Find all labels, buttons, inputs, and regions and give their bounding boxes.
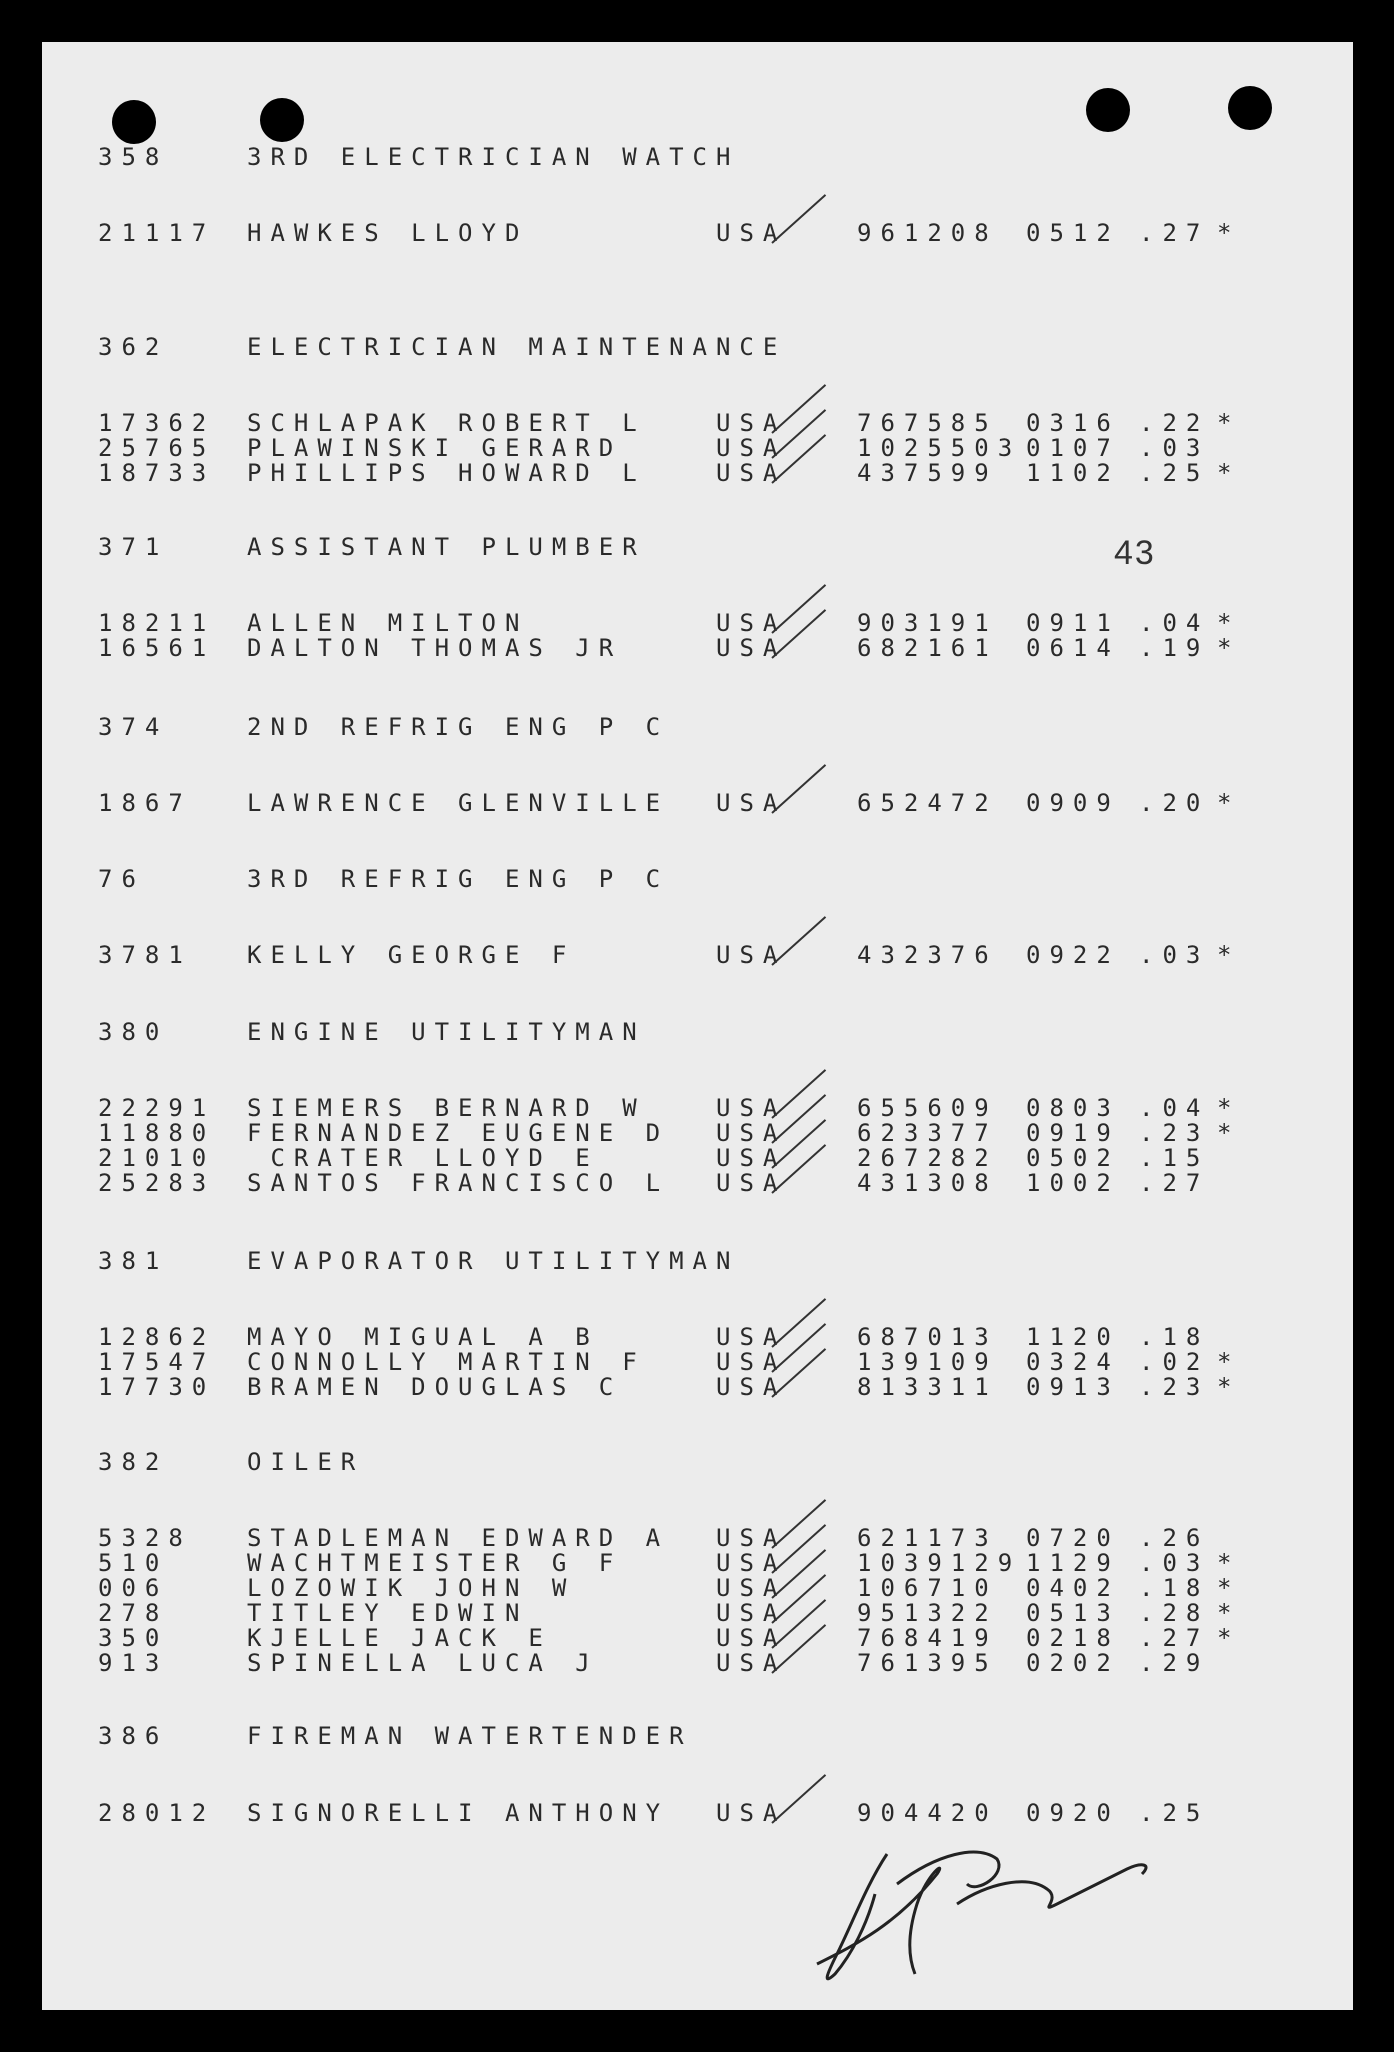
- seaman-name: FERNANDEZ EUGENE D: [247, 1119, 670, 1147]
- citizenship: USA: [716, 1799, 787, 1827]
- citizenship: USA: [716, 1649, 787, 1677]
- seaman-name: SIEMERS BERNARD W: [247, 1094, 646, 1122]
- document-number: 655609: [857, 1094, 998, 1122]
- date-code: 1002: [1026, 1169, 1120, 1197]
- seaman-name: PLAWINSKI GERARD: [247, 434, 623, 462]
- rate-value: .25: [1139, 1799, 1210, 1827]
- seaman-number: 278: [98, 1599, 169, 1627]
- group-title: ENGINE UTILITYMAN: [247, 1018, 646, 1046]
- date-code: 0402: [1026, 1574, 1120, 1602]
- date-code: 0913: [1026, 1373, 1120, 1401]
- asterisk-mark: *: [1217, 1549, 1241, 1577]
- seaman-name: HAWKES LLOYD: [247, 219, 529, 247]
- asterisk-mark: *: [1217, 1574, 1241, 1602]
- group-title: 3RD REFRIG ENG P C: [247, 865, 670, 893]
- seaman-name: KJELLE JACK E: [247, 1624, 552, 1652]
- asterisk-mark: *: [1217, 1119, 1241, 1147]
- seaman-number: 11880: [98, 1119, 216, 1147]
- group-title: FIREMAN WATERTENDER: [247, 1722, 693, 1750]
- document-number: 1025503: [857, 434, 1022, 462]
- group-title: 2ND REFRIG ENG P C: [247, 713, 670, 741]
- seaman-number: 21117: [98, 219, 216, 247]
- rate-value: .03: [1139, 1549, 1210, 1577]
- seaman-name: WACHTMEISTER G F: [247, 1549, 623, 1577]
- seaman-number: 1867: [98, 789, 192, 817]
- seaman-name: SANTOS FRANCISCO L: [247, 1169, 670, 1197]
- seaman-number: 5328: [98, 1524, 192, 1552]
- date-code: 0909: [1026, 789, 1120, 817]
- seaman-number: 21010: [98, 1144, 216, 1172]
- seaman-name: CONNOLLY MARTIN F: [247, 1348, 646, 1376]
- group-code: 382: [98, 1448, 169, 1476]
- rate-value: .20: [1139, 789, 1210, 817]
- asterisk-mark: *: [1217, 219, 1241, 247]
- binder-hole: [260, 98, 304, 142]
- seaman-name: LOZOWIK JOHN W: [247, 1574, 576, 1602]
- seaman-number: 18733: [98, 459, 216, 487]
- seaman-number: 17362: [98, 409, 216, 437]
- citizenship: USA: [716, 609, 787, 637]
- rate-value: .03: [1139, 941, 1210, 969]
- rate-value: .25: [1139, 459, 1210, 487]
- asterisk-mark: *: [1217, 1348, 1241, 1376]
- citizenship: USA: [716, 409, 787, 437]
- citizenship: USA: [716, 1169, 787, 1197]
- seaman-number: 17547: [98, 1348, 216, 1376]
- seaman-name: DALTON THOMAS JR: [247, 634, 623, 662]
- date-code: 0513: [1026, 1599, 1120, 1627]
- asterisk-mark: *: [1217, 1094, 1241, 1122]
- document-number: 267282: [857, 1144, 998, 1172]
- date-code: 0803: [1026, 1094, 1120, 1122]
- rate-value: .29: [1139, 1649, 1210, 1677]
- seaman-name: CRATER LLOYD E: [247, 1144, 599, 1172]
- group-code: 386: [98, 1722, 169, 1750]
- citizenship: USA: [716, 941, 787, 969]
- asterisk-mark: *: [1217, 1624, 1241, 1652]
- seaman-name: MAYO MIGUAL A B: [247, 1323, 599, 1351]
- rate-value: .28: [1139, 1599, 1210, 1627]
- rate-value: .04: [1139, 1094, 1210, 1122]
- binder-hole: [1086, 88, 1130, 132]
- seaman-number: 16561: [98, 634, 216, 662]
- rate-value: .27: [1139, 1624, 1210, 1652]
- citizenship: USA: [716, 1094, 787, 1122]
- date-code: 0316: [1026, 409, 1120, 437]
- citizenship: USA: [716, 459, 787, 487]
- rate-value: .19: [1139, 634, 1210, 662]
- seaman-name: SIGNORELLI ANTHONY: [247, 1799, 670, 1827]
- seaman-name: TITLEY EDWIN: [247, 1599, 529, 1627]
- citizenship: USA: [716, 1323, 787, 1351]
- seaman-name: SPINELLA LUCA J: [247, 1649, 599, 1677]
- document-number: 106710: [857, 1574, 998, 1602]
- asterisk-mark: *: [1217, 609, 1241, 637]
- seaman-number: 913: [98, 1649, 169, 1677]
- date-code: 0920: [1026, 1799, 1120, 1827]
- date-code: 0720: [1026, 1524, 1120, 1552]
- date-code: 1129: [1026, 1549, 1120, 1577]
- group-title: OILER: [247, 1448, 365, 1476]
- asterisk-mark: *: [1217, 1599, 1241, 1627]
- date-code: 0324: [1026, 1348, 1120, 1376]
- asterisk-mark: *: [1217, 1373, 1241, 1401]
- rate-value: .15: [1139, 1144, 1210, 1172]
- group-code: 371: [98, 533, 169, 561]
- seaman-number: 25283: [98, 1169, 216, 1197]
- group-code: 76: [98, 865, 145, 893]
- group-code: 362: [98, 333, 169, 361]
- group-code: 374: [98, 713, 169, 741]
- citizenship: USA: [716, 634, 787, 662]
- group-code: 381: [98, 1247, 169, 1275]
- document-number: 687013: [857, 1323, 998, 1351]
- document-number: 432376: [857, 941, 998, 969]
- citizenship: USA: [716, 219, 787, 247]
- rate-value: .23: [1139, 1373, 1210, 1401]
- binder-hole: [1228, 86, 1272, 130]
- document-page: [42, 42, 1353, 2010]
- handwritten-signature: [797, 1814, 1197, 2004]
- document-number: 813311: [857, 1373, 998, 1401]
- date-code: 0919: [1026, 1119, 1120, 1147]
- document-number: 903191: [857, 609, 998, 637]
- date-code: 0922: [1026, 941, 1120, 969]
- group-title: ELECTRICIAN MAINTENANCE: [247, 333, 787, 361]
- date-code: 1102: [1026, 459, 1120, 487]
- seaman-number: 18211: [98, 609, 216, 637]
- document-number: 761395: [857, 1649, 998, 1677]
- seaman-number: 12862: [98, 1323, 216, 1351]
- rate-value: .04: [1139, 609, 1210, 637]
- document-number: 139109: [857, 1348, 998, 1376]
- rate-value: .18: [1139, 1574, 1210, 1602]
- group-title: ASSISTANT PLUMBER: [247, 533, 646, 561]
- seaman-number: 22291: [98, 1094, 216, 1122]
- date-code: 1120: [1026, 1323, 1120, 1351]
- document-number: 682161: [857, 634, 998, 662]
- citizenship: USA: [716, 1574, 787, 1602]
- citizenship: USA: [716, 1549, 787, 1577]
- page-number: 43: [1114, 534, 1156, 572]
- date-code: 0911: [1026, 609, 1120, 637]
- seaman-name: SCHLAPAK ROBERT L: [247, 409, 646, 437]
- group-code: 358: [98, 143, 169, 171]
- rate-value: .02: [1139, 1348, 1210, 1376]
- date-code: 0218: [1026, 1624, 1120, 1652]
- rate-value: .26: [1139, 1524, 1210, 1552]
- date-code: 0202: [1026, 1649, 1120, 1677]
- asterisk-mark: *: [1217, 409, 1241, 437]
- seaman-number: 17730: [98, 1373, 216, 1401]
- rate-value: .23: [1139, 1119, 1210, 1147]
- document-number: 1039129: [857, 1549, 1022, 1577]
- citizenship: USA: [716, 1119, 787, 1147]
- citizenship: USA: [716, 1373, 787, 1401]
- seaman-name: ALLEN MILTON: [247, 609, 529, 637]
- document-number: 961208: [857, 219, 998, 247]
- asterisk-mark: *: [1217, 459, 1241, 487]
- seaman-number: 006: [98, 1574, 169, 1602]
- seaman-number: 25765: [98, 434, 216, 462]
- binder-hole: [112, 100, 156, 144]
- rate-value: .22: [1139, 409, 1210, 437]
- citizenship: USA: [716, 1524, 787, 1552]
- rate-value: .27: [1139, 1169, 1210, 1197]
- citizenship: USA: [716, 1624, 787, 1652]
- seaman-number: 3781: [98, 941, 192, 969]
- asterisk-mark: *: [1217, 941, 1241, 969]
- group-title: 3RD ELECTRICIAN WATCH: [247, 143, 740, 171]
- citizenship: USA: [716, 434, 787, 462]
- rate-value: .27: [1139, 219, 1210, 247]
- asterisk-mark: *: [1217, 634, 1241, 662]
- citizenship: USA: [716, 1599, 787, 1627]
- seaman-name: BRAMEN DOUGLAS C: [247, 1373, 623, 1401]
- document-number: 431308: [857, 1169, 998, 1197]
- asterisk-mark: *: [1217, 789, 1241, 817]
- document-number: 623377: [857, 1119, 998, 1147]
- group-code: 380: [98, 1018, 169, 1046]
- document-number: 621173: [857, 1524, 998, 1552]
- date-code: 0107: [1026, 434, 1120, 462]
- seaman-number: 28012: [98, 1799, 216, 1827]
- date-code: 0512: [1026, 219, 1120, 247]
- document-number: 768419: [857, 1624, 998, 1652]
- date-code: 0614: [1026, 634, 1120, 662]
- seaman-name: PHILLIPS HOWARD L: [247, 459, 646, 487]
- seaman-name: LAWRENCE GLENVILLE: [247, 789, 670, 817]
- document-number: 652472: [857, 789, 998, 817]
- group-title: EVAPORATOR UTILITYMAN: [247, 1247, 740, 1275]
- citizenship: USA: [716, 1144, 787, 1172]
- document-number: 767585: [857, 409, 998, 437]
- document-number: 951322: [857, 1599, 998, 1627]
- rate-value: .18: [1139, 1323, 1210, 1351]
- citizenship: USA: [716, 1348, 787, 1376]
- citizenship: USA: [716, 789, 787, 817]
- seaman-number: 510: [98, 1549, 169, 1577]
- date-code: 0502: [1026, 1144, 1120, 1172]
- seaman-name: STADLEMAN EDWARD A: [247, 1524, 670, 1552]
- rate-value: .03: [1139, 434, 1210, 462]
- seaman-number: 350: [98, 1624, 169, 1652]
- document-number: 437599: [857, 459, 998, 487]
- seaman-name: KELLY GEORGE F: [247, 941, 576, 969]
- document-number: 904420: [857, 1799, 998, 1827]
